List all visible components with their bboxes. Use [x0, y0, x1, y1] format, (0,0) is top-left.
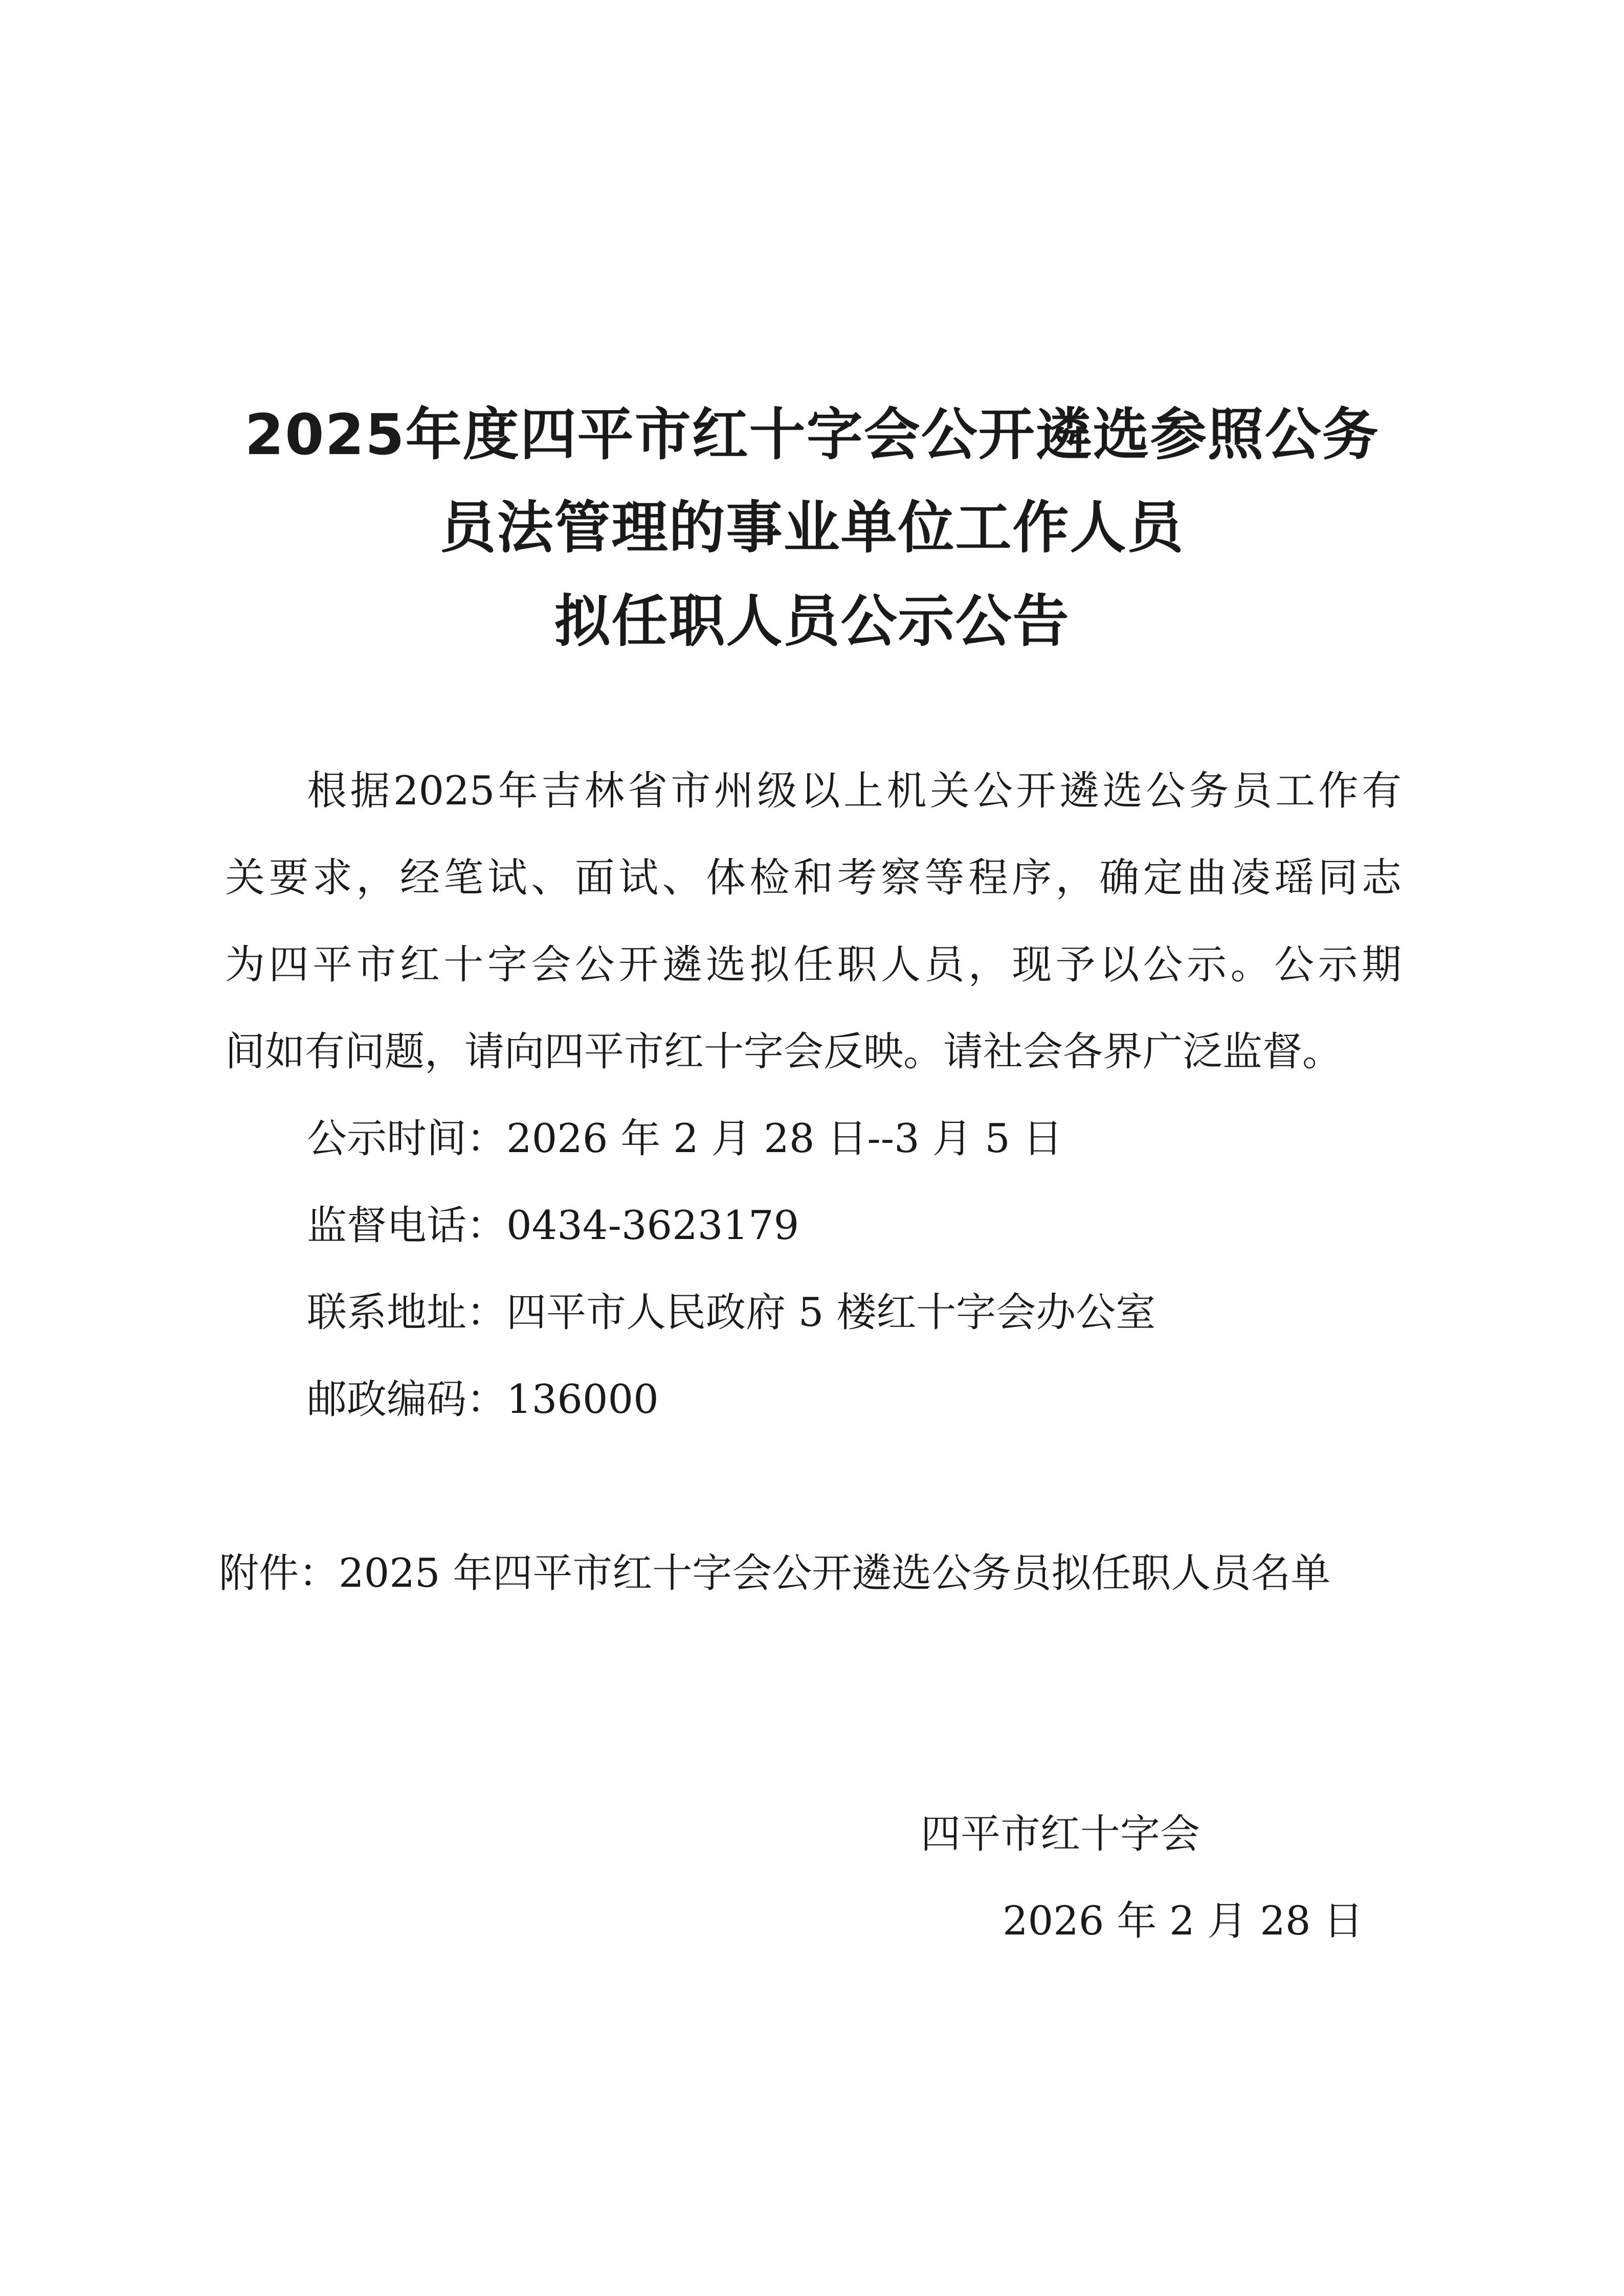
document-title-line-1: 2025年度四平市红十字会公开遴选参照公务 — [244, 402, 1380, 467]
publicity-period: 公示时间：2026 年 2 月 28 日--3 月 5 日 — [307, 1116, 1063, 1162]
document-title-line-2: 员法管理的事业单位工作人员 — [439, 495, 1185, 560]
body-paragraph-line-3: 为四平市红十字会公开遴选拟任职人员，现予以公示。公示期 — [225, 942, 1401, 988]
postal-code: 邮政编码：136000 — [307, 1377, 659, 1423]
attachment-note: 附件：2025 年四平市红十字会公开遴选公务员拟任职人员名单 — [219, 1550, 1331, 1596]
signature-organization: 四平市红十字会 — [921, 1811, 1200, 1857]
body-paragraph-line-2: 关要求，经笔试、面试、体检和考察等程序，确定曲凌瑶同志 — [225, 855, 1401, 901]
supervision-phone: 监督电话：0434-3623179 — [307, 1203, 799, 1249]
body-paragraph-line-4: 间如有问题，请向四平市红十字会反映。请社会各界广泛监督。 — [225, 1029, 1343, 1075]
body-paragraph-line-1: 根据2025年吉林省市州级以上机关公开遴选公务员工作有 — [307, 768, 1401, 814]
contact-address: 联系地址：四平市人民政府 5 楼红十字会办公室 — [307, 1290, 1156, 1336]
document-title-line-3: 拟任职人员公示公告 — [554, 589, 1070, 654]
signature-date: 2026 年 2 月 28 日 — [1003, 1898, 1364, 1944]
